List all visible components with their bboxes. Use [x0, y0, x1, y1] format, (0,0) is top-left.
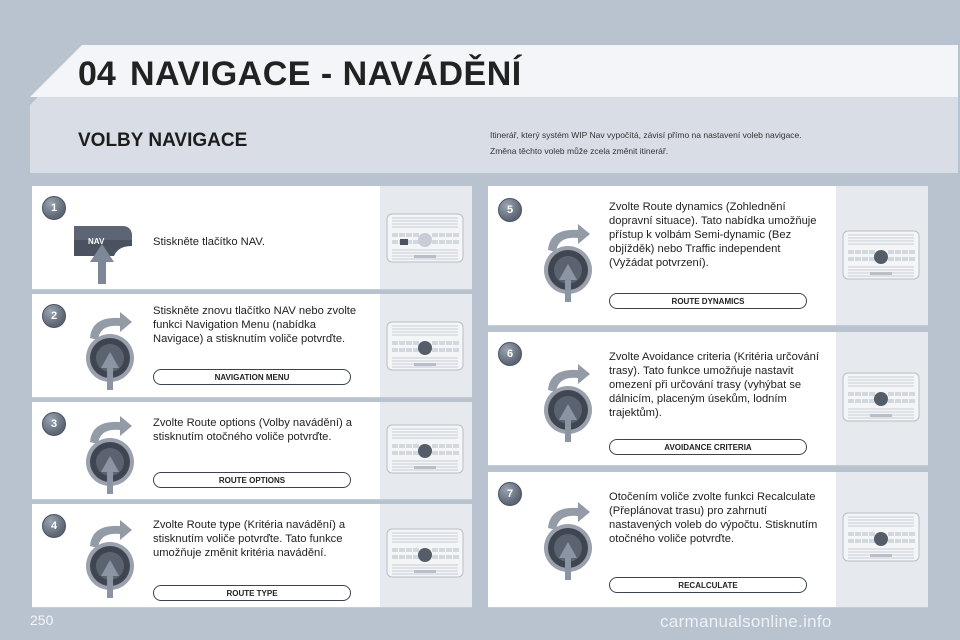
- watermark: carmanualsonline.info: [660, 612, 832, 631]
- menu-label-recalculate: RECALCULATE: [609, 577, 807, 593]
- rotary-knob-icon: [80, 414, 144, 494]
- console-panel-4: [386, 528, 464, 578]
- step-text-5: Zvolte Route dynamics (Zohlednění dopravní situace). Tato nabídka umožňuje přístup k volbám Semi-dynamic (Bez objížděk) nebo Traffic independent (Vyžádat potvrzení).: [609, 201, 817, 269]
- intro-text: [490, 127, 940, 159]
- step-badge-2: 2: [42, 304, 66, 328]
- console-panel-7: [842, 512, 920, 562]
- nav-key-icon: [72, 222, 136, 284]
- rotary-knob-icon: [538, 362, 602, 442]
- step-badge-4: 4: [42, 514, 66, 538]
- step-text-1: Stiskněte tlačítko NAV.: [153, 236, 265, 248]
- step-text-2: Stiskněte znovu tlačítko NAV nebo zvolte funkci Navigation Menu (nabídka Navigace) a stisknutím voliče potvrďte.: [153, 305, 357, 345]
- step-text-6: Zvolte Avoidance criteria (Kritéria určování trasy). Tato funkce umožňuje nastavit omezení při určování trasy (vyhýbat se dálnicím, placeným úsekům, lodním trajektům).: [609, 351, 819, 419]
- menu-label-route-options: ROUTE OPTIONS: [153, 472, 351, 488]
- step-badge-5: 5: [498, 198, 522, 222]
- rotary-knob-icon: [80, 310, 144, 390]
- page-number: 250: [30, 612, 54, 628]
- step-badge-7: 7: [498, 482, 522, 506]
- console-panel-1: [386, 213, 464, 263]
- rotary-knob-icon: [538, 500, 602, 580]
- console-panel-5: [842, 230, 920, 280]
- step-text-4: Zvolte Route type (Kritéria navádění) a stisknutím voliče potvrďte. Tato funkce umožňuje změnit kritéria navádění.: [153, 519, 346, 559]
- step-text-7: Otočením voliče zvolte funkci Recalculate (Přeplánovat trasu) pro zahrnutí nastavených voleb do výpočtu. Stisknutím otočného voliče potvrďte.: [609, 491, 818, 545]
- section-title: VOLBY NAVIGACE: [78, 130, 248, 151]
- chapter-title: NAVIGACE - NAVÁDĚNÍ: [130, 55, 522, 93]
- step-badge-6: 6: [498, 342, 522, 366]
- step-text-3: Zvolte Route options (Volby navádění) a stisknutím otočného voliče potvrďte.: [153, 417, 353, 443]
- step-badge-1: 1: [42, 196, 66, 220]
- menu-label-route-type: ROUTE TYPE: [153, 585, 351, 601]
- menu-label-route-dynamics: ROUTE DYNAMICS: [609, 293, 807, 309]
- step-badge-3: 3: [42, 412, 66, 436]
- rotary-knob-icon: [538, 222, 602, 302]
- intro-line-1: Itinerář, který systém WIP Nav vypočítá, závisí přímo na nastavení voleb navigace.: [490, 130, 802, 140]
- nav-key-label: NAV: [88, 237, 105, 246]
- rotary-knob-icon: [80, 518, 144, 598]
- intro-line-2: Změna těchto voleb může zcela změnit itinerář.: [490, 146, 669, 156]
- chapter-number: 04: [78, 55, 116, 93]
- console-panel-2: [386, 321, 464, 371]
- console-panel-3: [386, 424, 464, 474]
- console-panel-6: [842, 372, 920, 422]
- menu-label-navigation-menu: NAVIGATION MENU: [153, 369, 351, 385]
- menu-label-avoidance-criteria: AVOIDANCE CRITERIA: [609, 439, 807, 455]
